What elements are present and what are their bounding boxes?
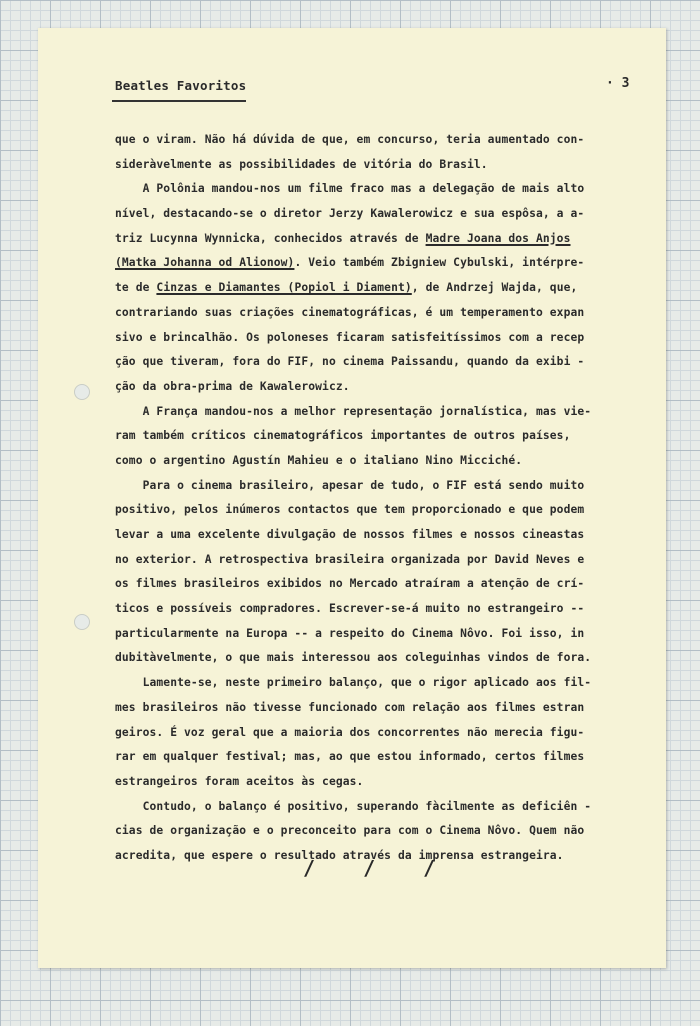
text-line: te de Cinzas e Diamantes (Popiol i Diament), de Andrzej Wajda, que, — [115, 281, 578, 295]
text-line: A França mandou-nos a melhor representação jornalística, mas vie- — [115, 404, 592, 418]
text-line: A Polônia mandou-nos um filme fraco mas a delegação de mais alto — [115, 182, 585, 196]
text-line: ção que tiveram, fora do FIF, no cinema Paissandu, quando da exibi - — [115, 355, 585, 369]
body-text — [115, 128, 645, 869]
text-line: ram também críticos cinematográficos importantes de outros países, — [115, 429, 571, 443]
text-line: rar em qualquer festival; mas, ao que estou informado, certos filmes — [115, 750, 585, 764]
header-underline — [112, 100, 246, 102]
text-line: que o viram. Não há dúvida de que, em concurso, teria aumentado con- — [115, 133, 585, 146]
text-line: no exterior. A retrospectiva brasileira organizada por David Neves e — [115, 552, 585, 566]
punch-hole — [74, 614, 90, 630]
punch-hole — [74, 384, 90, 400]
text-line: geiros. É voz geral que a maioria dos concorrentes não merecia figu- — [115, 725, 585, 739]
text-line: acredita, que espere o resultado através da imprensa estrangeira. — [115, 848, 564, 862]
text-line: positivo, pelos inúmeros contactos que tem proporcionado e que podem — [115, 503, 585, 517]
text-line: Para o cinema brasileiro, apesar de tudo, o FIF está sendo muito — [115, 478, 585, 492]
film-title: Madre Joana dos Anjos — [425, 231, 571, 245]
end-mark: / / / — [303, 856, 454, 880]
text-line: sideràvelmente as possibilidades de vitória do Brasil. — [115, 157, 488, 171]
text-line: mes brasileiros não tivesse funcionado com relação aos filmes estran — [115, 700, 585, 714]
text-line: nível, destacando-se o diretor Jerzy Kawalerowicz e sua espôsa, a a- — [115, 207, 585, 221]
text-line: triz Lucynna Wynnicka, conhecidos através de Madre Joana dos Anjos — [115, 231, 571, 245]
text-line: sivo e brincalhão. Os poloneses ficaram satisfeitíssimos com a recep — [115, 330, 585, 344]
text-line: (Matka Johanna od Alionow). Veio também Zbigniew Cybulski, intérpre- — [115, 256, 585, 270]
film-title: (Matka Johanna od Alionow) — [115, 256, 295, 270]
text-line: levar a uma excelente divulgação de nossos filmes e nossos cineastas — [115, 528, 585, 541]
text-line: os filmes brasileiros exibidos no Mercado atraíram a atenção de crí- — [115, 577, 585, 591]
text-line: ção da obra-prima de Kawalerowicz. — [115, 379, 350, 393]
page-header-title: Beatles Favoritos — [115, 78, 247, 93]
text-line: Lamente-se, neste primeiro balanço, que o rigor aplicado aos fil- — [115, 676, 592, 690]
typed-page — [38, 28, 666, 968]
page-number: · 3 — [606, 76, 630, 91]
text-line: como o argentino Agustín Mahieu e o italiano Nino Micciché. — [115, 453, 523, 467]
text-line: ticos e possíveis compradores. Escrever-se-á muito no estrangeiro -- — [115, 602, 585, 616]
text-line: contrariando suas criações cinematográficas, é um temperamento expan — [115, 305, 585, 319]
text-line: estrangeiros foram aceitos às cegas. — [115, 774, 364, 788]
text-line: Contudo, o balanço é positivo, superando fàcilmente as deficiên - — [115, 799, 592, 813]
film-title: Cinzas e Diamantes (Popiol i Diament) — [156, 281, 412, 295]
text-line: dubitàvelmente, o que mais interessou aos coleguinhas vindos de fora. — [115, 651, 592, 665]
text-line: cias de organização e o preconceito para com o Cinema Nôvo. Quem não — [115, 824, 585, 838]
text-line: particularmente na Europa -- a respeito do Cinema Nôvo. Foi isso, in — [115, 626, 585, 640]
